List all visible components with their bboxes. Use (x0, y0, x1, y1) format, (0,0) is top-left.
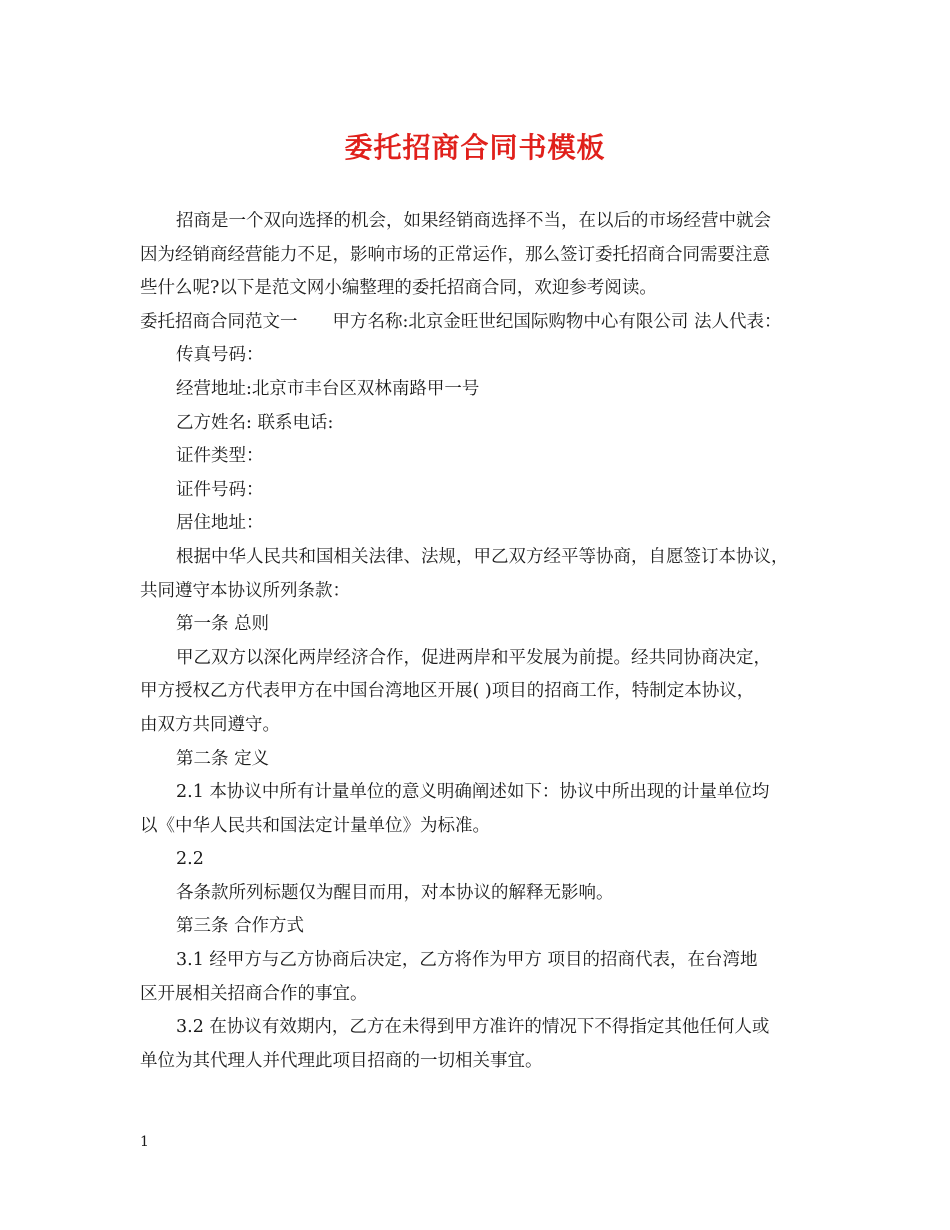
body-line: 3.2 在协议有效期内，乙方在未得到甲方准许的情况下不得指定其他任何人或 (176, 1017, 770, 1038)
page-number: 1 (140, 1134, 149, 1150)
body-line: 居住地址： (176, 513, 264, 534)
section-heading: 第二条 定义 (176, 748, 270, 769)
body-line: 招商是一个双向选择的机会，如果经销商选择不当，在以后的市场经营中就会 (176, 211, 771, 231)
section-heading: 第一条 总则 (176, 614, 270, 635)
body-line: 证件号码： (176, 479, 264, 500)
body-line: 单位为其代理人并代理此项目招商的一切相关事宜。 (140, 1050, 543, 1071)
body-line: 2.2 (176, 849, 204, 870)
body-line: 根据中华人民共和国相关法律、法规，甲乙双方经平等协商，自愿签订本协议， (176, 546, 789, 567)
body-line: 传真号码： (176, 345, 264, 366)
body-line: 共同遵守本协议所列条款： (140, 580, 350, 601)
document-body (140, 205, 830, 1078)
body-line: 甲乙双方以深化两岸经济合作，促进两岸和平发展为前提。经共同协商决定， (176, 647, 771, 668)
body-line: 乙方姓名: 联系电话: (176, 412, 334, 433)
section-heading: 第三条 合作方式 (176, 916, 305, 937)
body-line: 些什么呢?以下是范文网小编整理的委托招商合同，欢迎参考阅读。 (140, 278, 657, 299)
body-line: 以《中华人民共和国法定计量单位》为标准。 (140, 815, 490, 836)
body-line: 由双方共同遵守。 (140, 714, 280, 735)
body-line: 证件类型： (176, 446, 264, 467)
body-line: 因为经销商经营能力不足，影响市场的正常运作，那么签订委托招商合同需要注意 (140, 244, 770, 265)
document-title: 委托招商合同书模板 (344, 131, 606, 164)
body-line: 各条款所列标题仅为醒目而用，对本协议的解释无影响。 (176, 882, 614, 903)
body-line: 经营地址:北京市丰台区双林南路甲一号 (176, 378, 480, 399)
body-line: 委托招商合同范文一 甲方名称:北京金旺世纪国际购物中心有限公司 法人代表： (140, 311, 782, 332)
body-line: 2.1 本协议中所有计量单位的意义明确阐述如下：协议中所出现的计量单位均 (176, 782, 770, 803)
body-line: 甲方授权乙方代表甲方在中国台湾地区开展( )项目的招商工作，特制定本协议， (140, 681, 755, 702)
body-line: 区开展相关招商合作的事宜。 (140, 983, 368, 1004)
body-line: 3.1 经甲方与乙方协商后决定，乙方将作为甲方 项目的招商代表，在台湾地 (176, 950, 758, 971)
